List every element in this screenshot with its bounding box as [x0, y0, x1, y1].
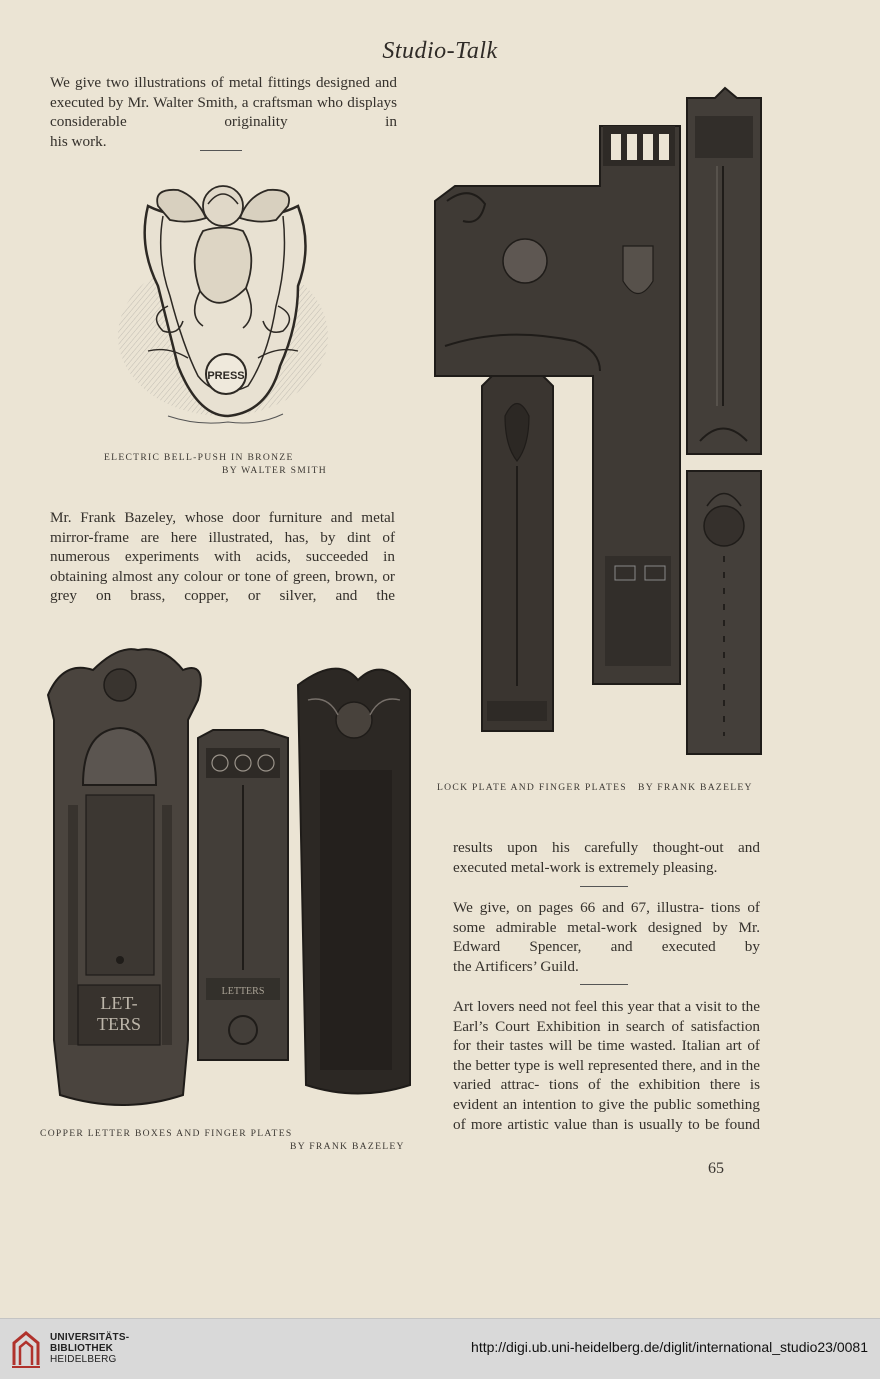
- footer-bar: [0, 1318, 880, 1379]
- paragraph-results: results upon his carefully thought-out and executed metal-work is extremely pleasing.: [453, 839, 760, 876]
- paragraph-walter-smith: We give two illustrations of metal fittings designed and executed by Mr. Walter Smith, a craftsman who displays considerable originality in his work.: [50, 74, 398, 150]
- lock-plate-illustration: [425, 86, 770, 761]
- section-rule: [200, 150, 242, 151]
- caption-lock-plate: LOCK PLATE AND FINGER PLATES BY FRANK BAZELEY: [437, 782, 753, 793]
- bell-push-illustration: [108, 176, 338, 428]
- caption-letter-boxes-line1: COPPER LETTER BOXES AND FINGER PLATES: [40, 1128, 293, 1139]
- section-rule-2: [580, 886, 628, 887]
- institution-name[interactable]: UNIVERSITÄTS- BIBLIOTHEK HEIDELBERG: [50, 1332, 130, 1365]
- caption-letter-boxes-line2: BY FRANK BAZELEY: [290, 1141, 405, 1152]
- letter-box-label-1: LET-: [100, 993, 138, 1013]
- caption-bell-push-line1: ELECTRIC BELL-PUSH IN BRONZE: [104, 452, 294, 463]
- running-title: Studio-Talk: [382, 38, 498, 64]
- paragraph-frank-bazeley: Mr. Frank Bazeley, whose door furniture and metal mirror-frame are here illustrated, has, by dint of numerous experiments with acids, succeeded in obtaining almost any colour or tone of green, brown, or grey on brass, copper, or silver, and the: [50, 509, 396, 605]
- paragraph-edward-spencer: We give, on pages 66 and 67, illustra- tions of some admirable metal-work designed by Mr. Edward Spencer, and executed by the Artificers’ Guild.: [453, 899, 760, 975]
- letter-boxes-illustration: [38, 640, 418, 1120]
- paragraph-earls-court: Art lovers need not feel this year that a visit to the Earl’s Court Exhibition in search of satisfaction for their tastes will be time wasted. Italian art of the better type is well represented there, and in the varied attrac- tions of the exhibition there is evident an intention to give the public something of more artistic value than is usually to be found: [453, 998, 761, 1133]
- letter-box-label-2: TERS: [96, 1014, 142, 1034]
- source-url-link[interactable]: http://digi.ub.uni-heidelberg.de/diglit/international_studio23/0081: [471, 1339, 868, 1355]
- bell-push-label: PRESS: [207, 370, 245, 382]
- page-number: 65: [708, 1160, 724, 1177]
- letter-box-label-small: LETTERS: [221, 986, 265, 997]
- caption-bell-push-line2: BY WALTER SMITH: [222, 465, 327, 476]
- library-logo-icon[interactable]: [10, 1329, 42, 1369]
- section-rule-3: [580, 984, 628, 985]
